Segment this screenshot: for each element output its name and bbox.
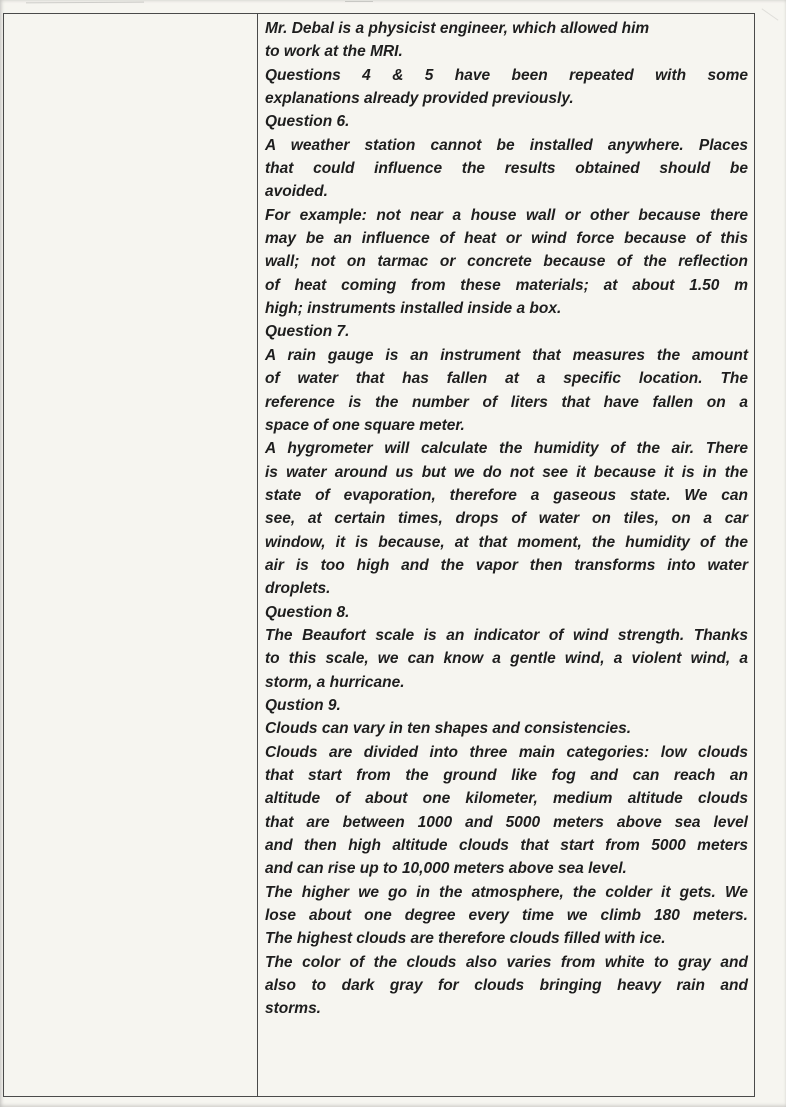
text-line: to work at the MRI.	[265, 43, 403, 61]
text-line: space of one square meter.	[265, 416, 465, 434]
text-line: storms.	[265, 1000, 321, 1018]
answer-text-block	[265, 17, 748, 1021]
text-line: Clouds can vary in ten shapes and consistencies.	[265, 720, 632, 738]
scan-artifact	[26, 2, 144, 4]
text-line: is water around us but we do not see it because it is in the	[265, 463, 748, 481]
table-cell-answers	[258, 14, 754, 1096]
text-line: The color of the clouds also varies from white to gray and	[265, 953, 748, 971]
text-line: A hygrometer will calculate the humidity of the air. There	[265, 440, 748, 458]
text-line: air is too high and the vapor then transforms into water	[265, 556, 748, 574]
text-line: see, at certain times, drops of water on tiles, on a car	[265, 510, 748, 528]
text-line: wall; not on tarmac or concrete because of the reflection	[265, 253, 748, 271]
text-line: Clouds are divided into three main categories: low clouds	[265, 743, 748, 761]
text-line: altitude of about one kilometer, medium altitude clouds	[265, 790, 748, 808]
text-line: The higher we go in the atmosphere, the colder it gets. We	[265, 883, 748, 901]
text-line: also to dark gray for clouds bringing heavy rain and	[265, 977, 748, 995]
scan-artifact	[345, 1, 373, 2]
text-line: For example: not near a house wall or other because there	[265, 206, 748, 224]
text-line: A rain gauge is an instrument that measures the amount	[265, 346, 748, 364]
text-line: Mr. Debal is a physicist engineer, which allowed him	[265, 20, 650, 37]
text-line: that start from the ground like fog and can reach an	[265, 767, 748, 784]
text-line: that are between 1000 and 5000 meters above sea level	[265, 813, 748, 831]
text-line: and can rise up to 10,000 meters above sea level.	[265, 860, 627, 878]
text-line: The Beaufort scale is an indicator of wind strength. Thanks	[265, 626, 748, 644]
text-line: and then high altitude clouds that start from 5000 meters	[265, 837, 748, 855]
text-line: Question 6.	[265, 113, 350, 131]
text-line: The highest clouds are therefore clouds filled with ice.	[265, 930, 666, 948]
text-line: A weather station cannot be installed anywhere. Places	[265, 136, 748, 154]
text-line: avoided.	[265, 183, 328, 201]
text-line: storm, a hurricane.	[265, 673, 405, 691]
text-line: high; instruments installed inside a box.	[265, 300, 562, 318]
text-line: window, it is because, at that moment, the humidity of the	[265, 533, 748, 551]
text-line: lose about one degree every time we climb 180 meters.	[265, 907, 748, 925]
table-cell-left-empty	[4, 14, 258, 1096]
text-line: of heat coming from these materials; at about 1.50 m	[265, 276, 748, 294]
text-line: explanations already provided previously.	[265, 90, 574, 108]
text-line: Questions 4 & 5 have been repeated with some	[265, 66, 748, 84]
text-line: that could influence the results obtained should be	[265, 160, 748, 178]
text-line: Question 7.	[265, 323, 350, 341]
text-line: may be an influence of heat or wind force because of this	[265, 230, 748, 248]
text-line: droplets.	[265, 580, 331, 598]
text-line: of water that has fallen at a specific location. The	[265, 370, 748, 388]
text-line: to this scale, we can know a gentle wind, a violent wind, a	[265, 650, 748, 668]
text-line: reference is the number of liters that have fallen on a	[265, 393, 748, 411]
answers-table	[3, 13, 755, 1097]
text-line: Question 8.	[265, 603, 350, 621]
text-line: Qustion 9.	[265, 696, 341, 714]
scan-artifact	[762, 8, 779, 20]
text-line: state of evaporation, therefore a gaseous state. We can	[265, 486, 748, 504]
